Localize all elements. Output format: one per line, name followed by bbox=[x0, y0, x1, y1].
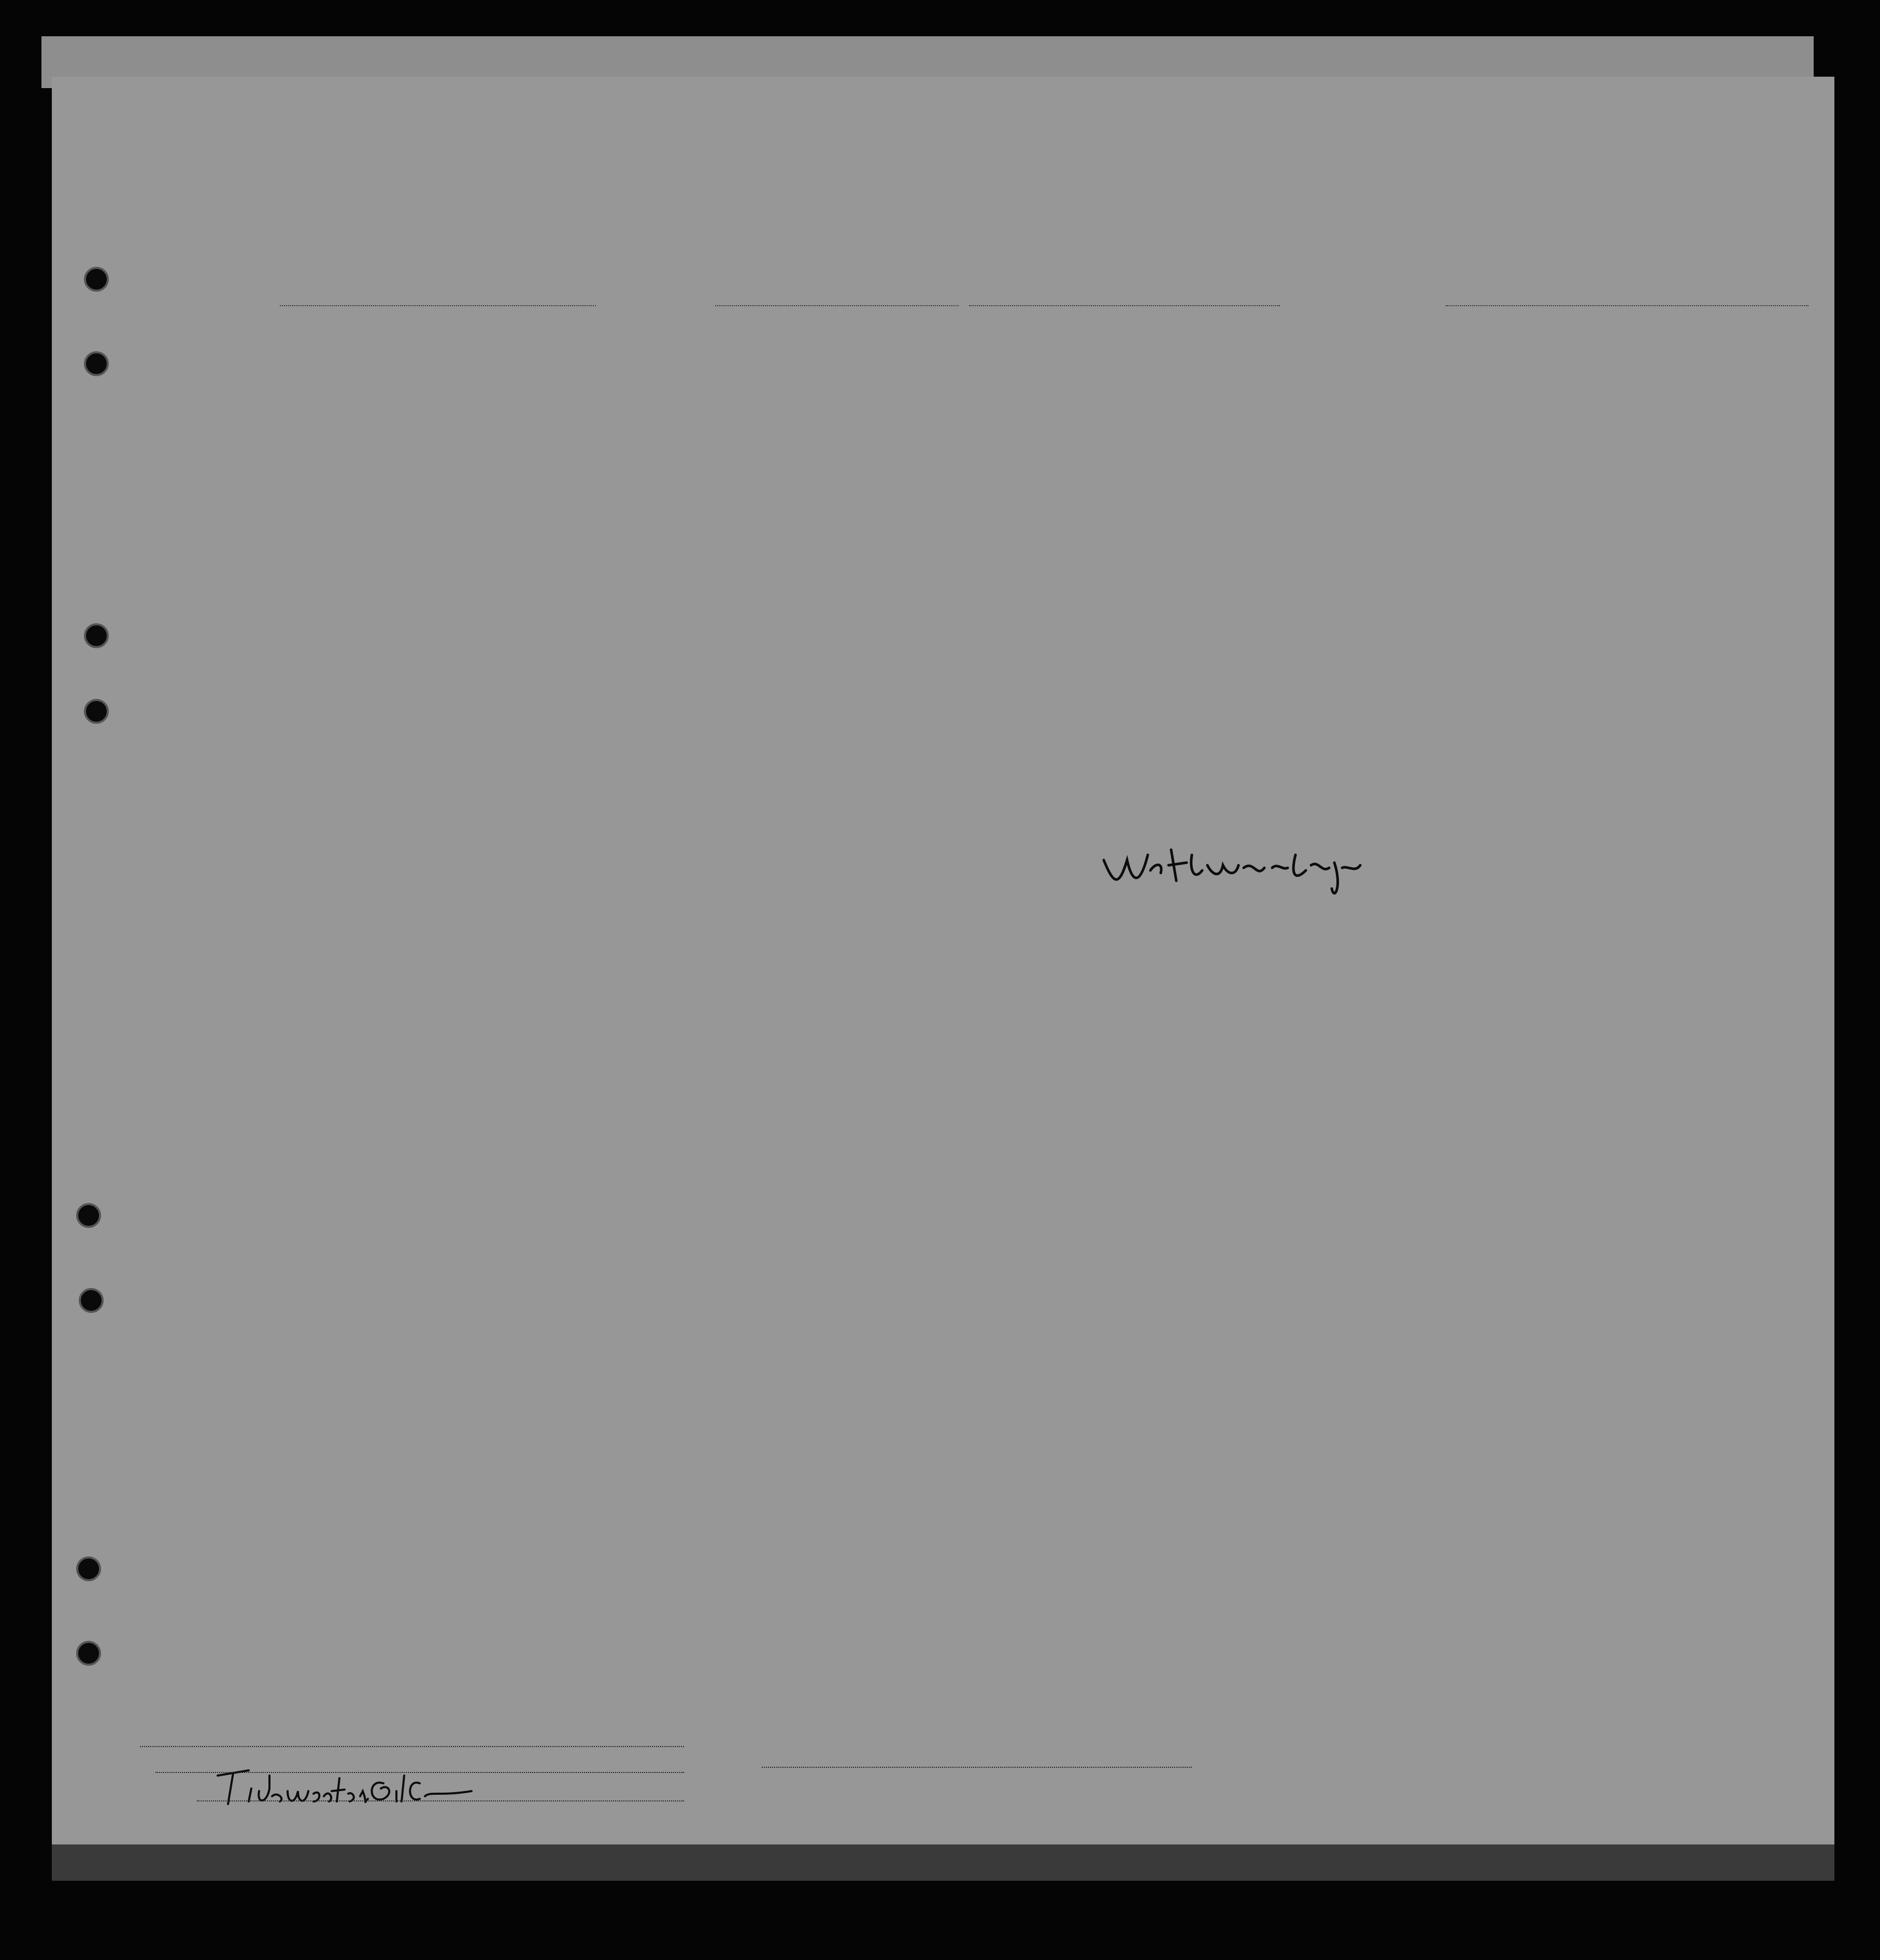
bottom-stub bbox=[52, 1844, 1834, 1881]
inspector-signature bbox=[1099, 839, 1409, 891]
